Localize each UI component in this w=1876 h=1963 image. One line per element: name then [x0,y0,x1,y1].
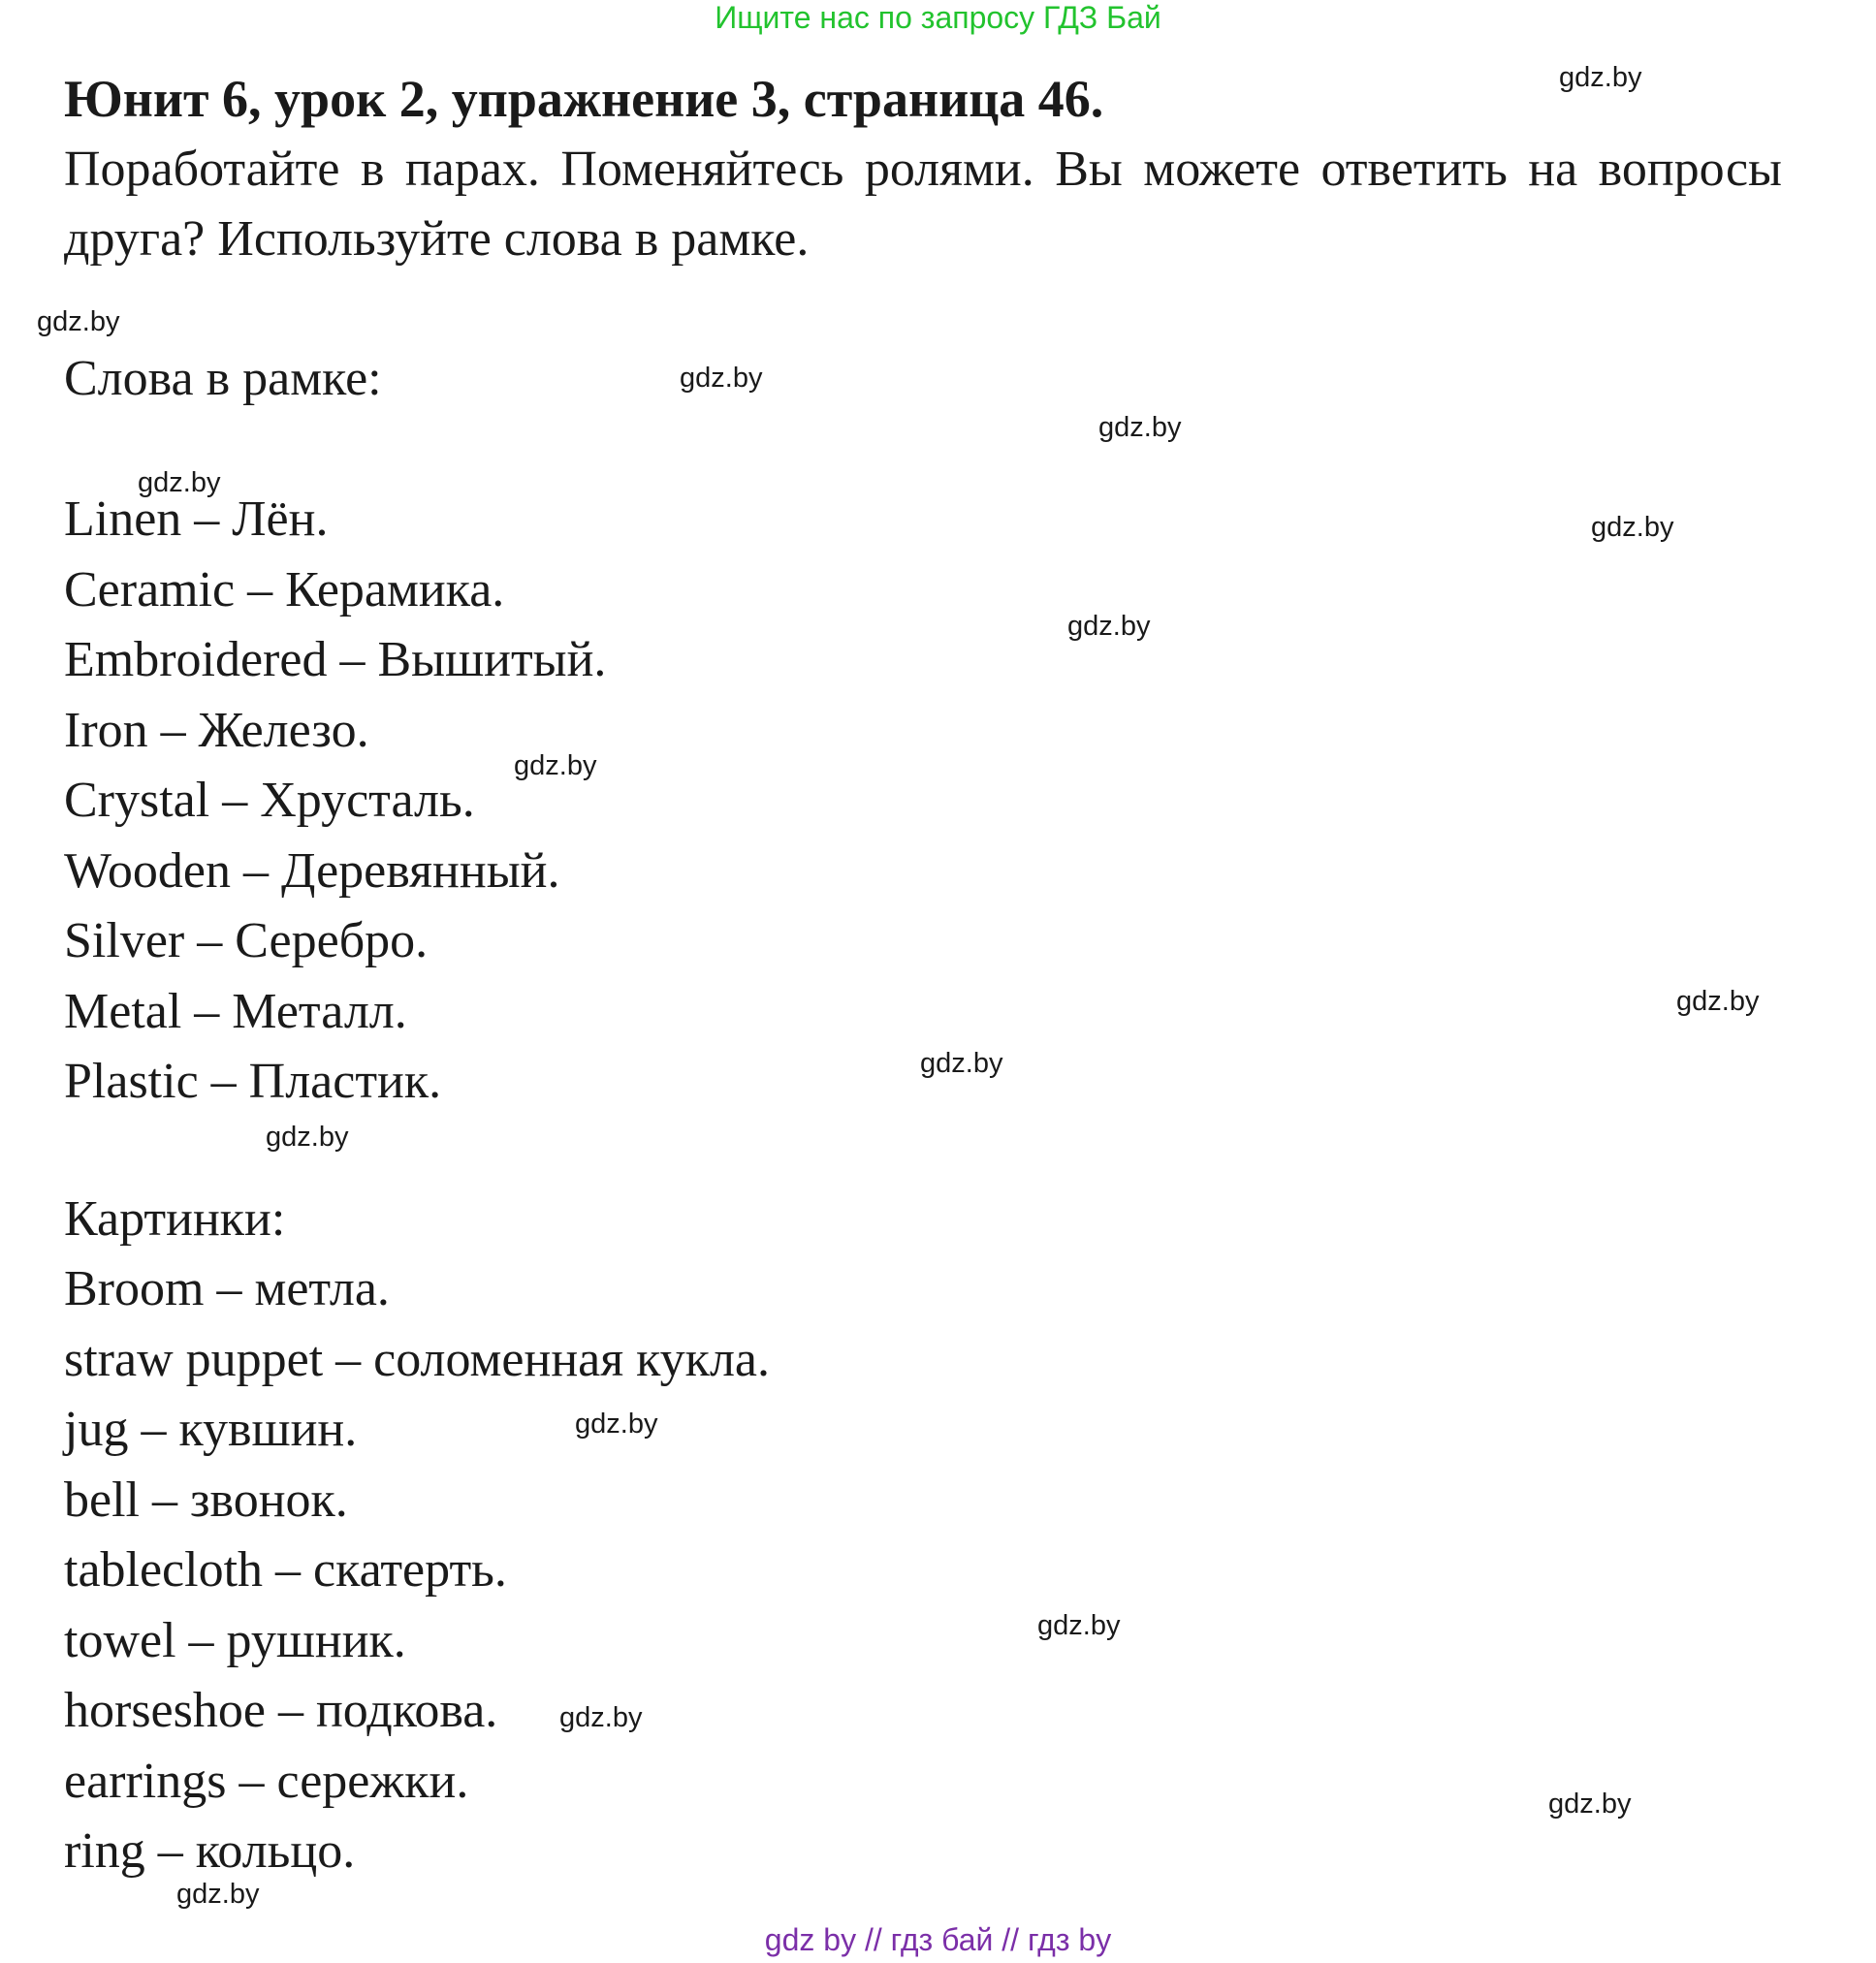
watermark: gdz.by [1559,62,1642,93]
list-item: Wooden – Деревянный. [64,842,560,899]
box-words-heading: Слова в рамке: [64,351,382,406]
footer-links[interactable]: gdz by // гдз бай // гдз by [764,1922,1112,1957]
watermark: gdz.by [138,467,221,498]
watermark: gdz.by [266,1122,349,1153]
list-item: bell – звонок. [64,1472,348,1528]
watermark: gdz.by [920,1048,1003,1079]
list-item: Ceramic – Керамика. [64,561,505,617]
task-text: Поработайте в парах. Поменяйтесь ролями. Вы можете ответить на вопросы друга? Используйте слова в рамке. [64,142,1782,267]
list-item: tablecloth – скатерть. [64,1542,507,1598]
watermark: gdz.by [1591,512,1674,543]
pictures-heading: Картинки: [64,1191,286,1247]
list-item: Linen – Лён. [64,491,329,547]
watermark: gdz.by [559,1702,643,1733]
list-item: Metal – Металл. [64,983,407,1039]
watermark: gdz.by [37,306,120,337]
watermark: gdz.by [176,1879,260,1910]
list-item: towel – рушник. [64,1612,406,1668]
watermark: gdz.by [1676,986,1760,1017]
list-item: Crystal – Хрусталь. [64,773,475,828]
list-item: horseshoe – подкова. [64,1683,498,1738]
list-item: Iron – Железо. [64,702,369,758]
watermark: gdz.by [1098,412,1182,443]
watermark: gdz.by [1037,1610,1121,1641]
list-item: ring – кольцо. [64,1823,356,1879]
pictures-list [64,1254,770,1887]
watermark: gdz.by [680,363,763,394]
watermark: gdz.by [1548,1789,1632,1820]
page-title: Юнит 6, урок 2, упражнение 3, страница 46. [64,70,1104,128]
watermark: gdz.by [1067,611,1151,642]
list-item: Broom – метла. [64,1261,390,1316]
box-words-list [64,485,606,1118]
list-item: Embroidered – Вышитый. [64,632,607,687]
list-item: earrings – сережки. [64,1753,469,1809]
watermark: gdz.by [514,750,597,781]
list-item: jug – кувшин. [64,1402,358,1457]
list-item: Silver – Серебро. [64,913,429,968]
list-item: straw puppet – соломенная кукла. [64,1331,770,1387]
list-item: Plastic – Пластик. [64,1054,442,1109]
top-banner[interactable]: Ищите нас по запросу ГДЗ Бай [715,0,1161,35]
watermark: gdz.by [575,1409,658,1440]
